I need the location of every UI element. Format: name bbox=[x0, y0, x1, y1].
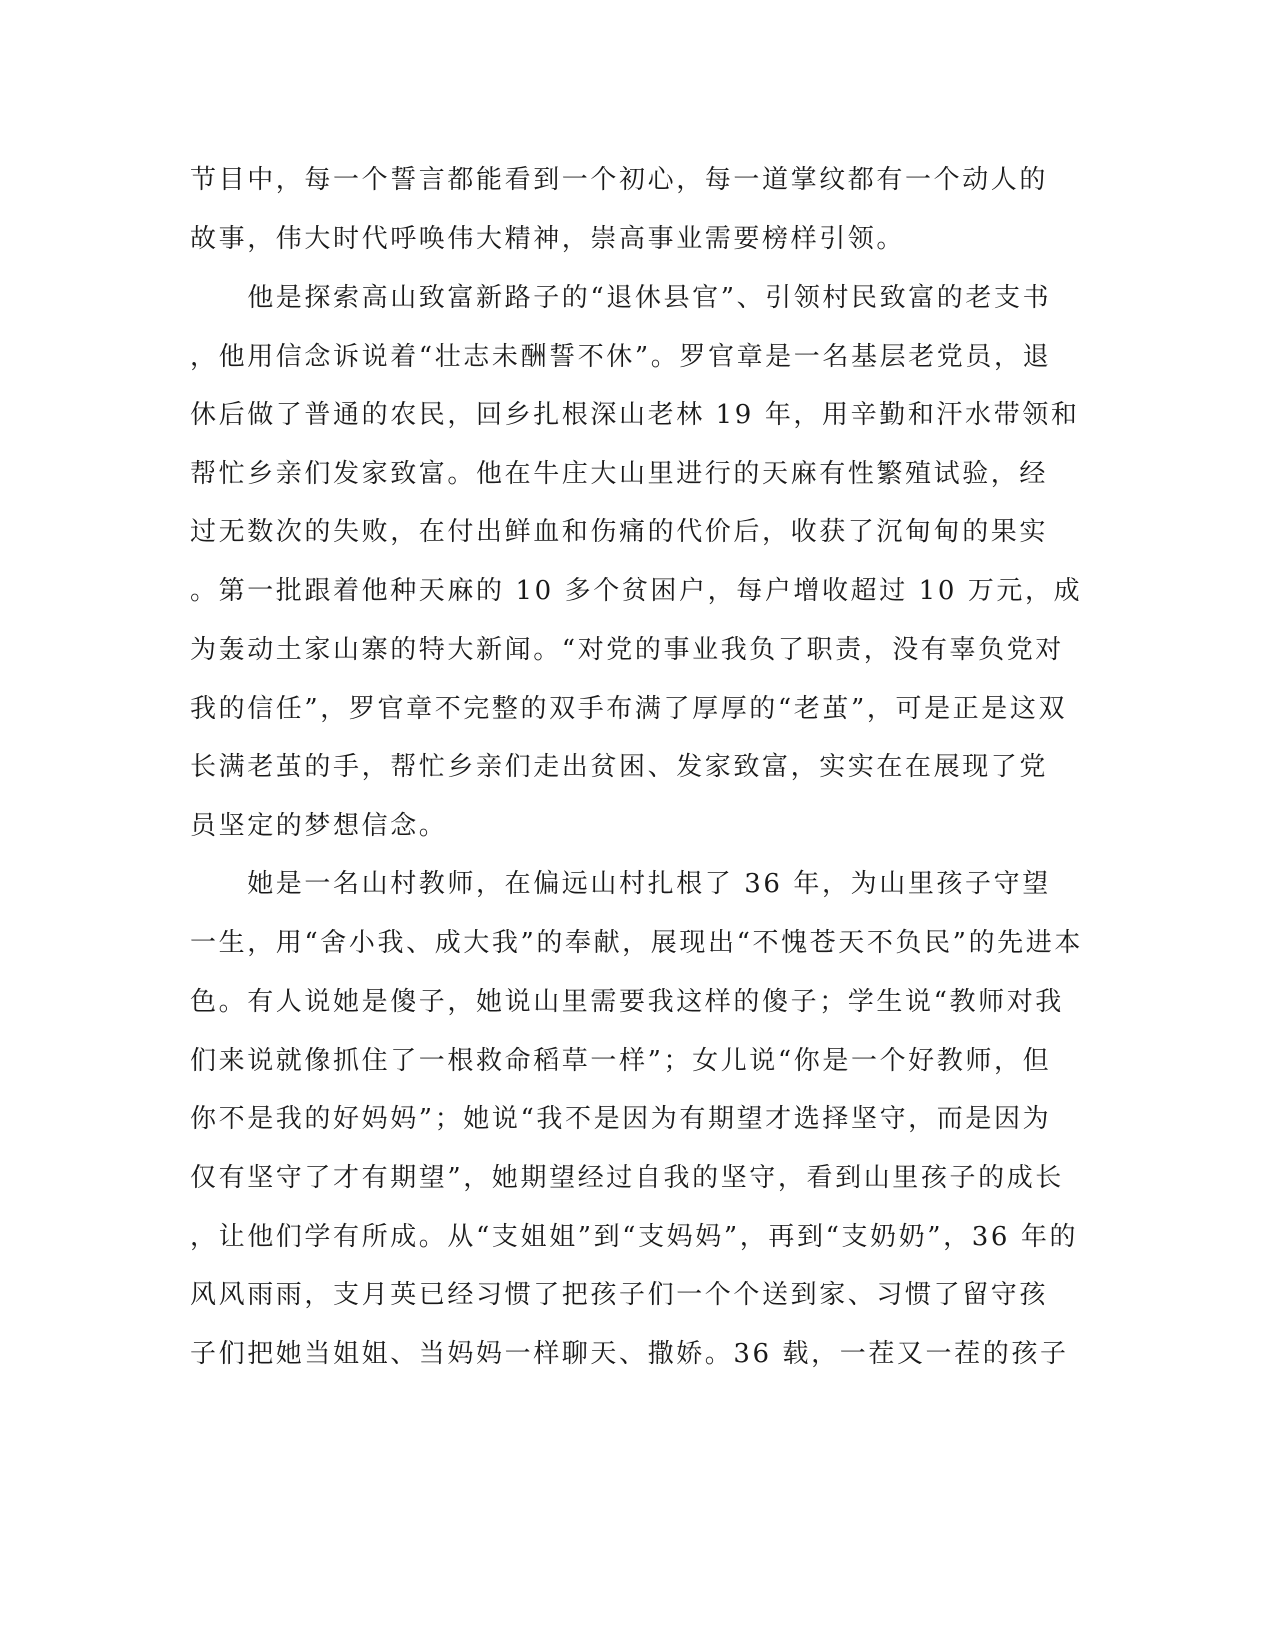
text-line: 一生，用“舍小我、成大我”的奉献，展现出“不愧苍天不负民”的先进本 bbox=[190, 928, 1083, 958]
text-line: 节目中，每一个誓言都能看到一个初心，每一道掌纹都有一个动人的 bbox=[190, 165, 1049, 195]
text-line: 为轰动土家山寨的特大新闻。“对党的事业我负了职责，没有辜负党对 bbox=[190, 635, 1064, 665]
text-line: 仅有坚守了才有期望”，她期望经过自我的坚守，看到山里孩子的成长 bbox=[190, 1163, 1064, 1193]
text-line: 们来说就像抓住了一根救命稻草一样”；女儿说“你是一个好教师，但 bbox=[190, 1046, 1052, 1076]
text-line: 长满老茧的手，帮忙乡亲们走出贫困、发家致富，实实在在展现了党 bbox=[190, 752, 1049, 782]
text-line: 过无数次的失败，在付出鲜血和伤痛的代价后，收获了沉甸甸的果实 bbox=[190, 517, 1049, 547]
text-line: 。第一批跟着他种天麻的 10 多个贫困户，每户增收超过 10 万元，成 bbox=[190, 576, 1083, 606]
text-line: ，让他们学有所成。从“支姐姐”到“支妈妈”，再到“支奶奶”，36 年的 bbox=[190, 1222, 1079, 1252]
text-line: 帮忙乡亲们发家致富。他在牛庄大山里进行的天麻有性繁殖试验，经 bbox=[190, 459, 1049, 489]
text-line: 你不是我的好妈妈”；她说“我不是因为有期望才选择坚守，而是因为 bbox=[190, 1104, 1052, 1134]
text-line: 风风雨雨，支月英已经习惯了把孩子们一个个送到家、习惯了留守孩 bbox=[190, 1280, 1049, 1310]
text-line: 员坚定的梦想信念。 bbox=[190, 811, 448, 841]
text-line: 色。有人说她是傻子，她说山里需要我这样的傻子；学生说“教师对我 bbox=[190, 987, 1064, 1017]
text-line: 休后做了普通的农民，回乡扎根深山老林 19 年，用辛勤和汗水带领和 bbox=[190, 400, 1080, 430]
text-line: 他是探索高山致富新路子的“退休县官”、引领村民致富的老支书 bbox=[190, 283, 1052, 313]
text-line: 故事，伟大时代呼唤伟大精神，崇高事业需要榜样引领。 bbox=[190, 224, 906, 254]
text-line: ，他用信念诉说着“壮志未酬誓不休”。罗官章是一名基层老党员，退 bbox=[190, 342, 1052, 372]
text-line: 她是一名山村教师，在偏远山村扎根了 36 年，为山里孩子守望 bbox=[190, 869, 1051, 899]
text-line: 我的信任”，罗官章不完整的双手布满了厚厚的“老茧”，可是正是这双 bbox=[190, 694, 1068, 724]
text-line: 子们把她当姐姐、当妈妈一样聊天、撒娇。36 载，一茬又一茬的孩子 bbox=[190, 1339, 1069, 1369]
